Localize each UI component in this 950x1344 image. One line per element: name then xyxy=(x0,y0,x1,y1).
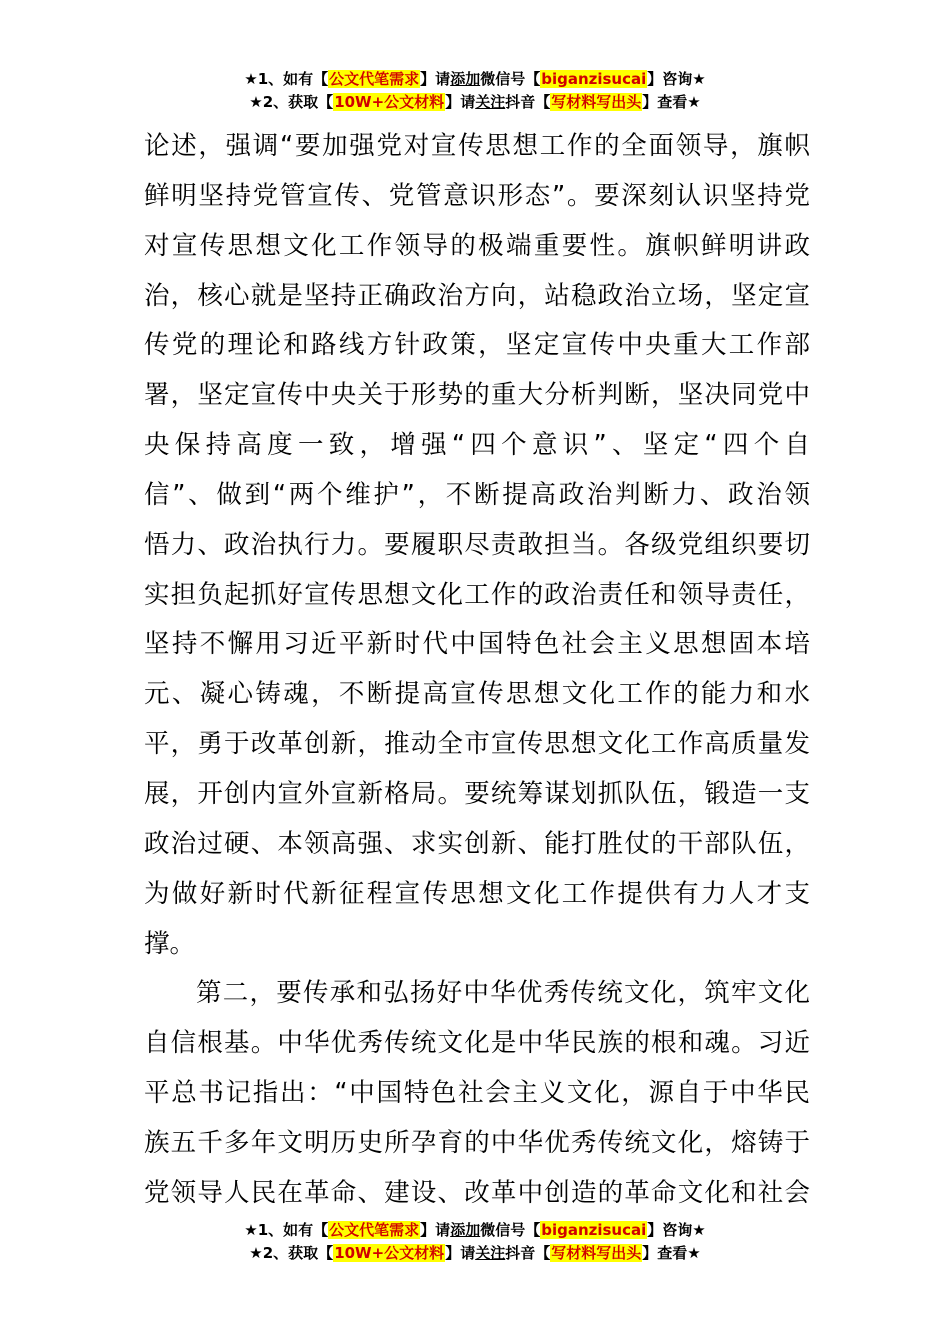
header-line1-underlined: 添加 xyxy=(450,70,481,88)
footer-banner xyxy=(0,1219,950,1265)
footer-line2-highlight-2: 写材料写出头 xyxy=(551,1244,642,1262)
body-line: 治，核心就是坚持正确政治方向，站稳政治立场，坚定宣 xyxy=(144,280,810,311)
header-line1-highlight-1: 公文代笔需求 xyxy=(329,70,420,88)
body-line: 悟力、政治执行力。要履职尽责敢担当。各级党组织要切 xyxy=(144,529,810,560)
footer-line1-highlight-1: 公文代笔需求 xyxy=(329,1221,420,1239)
body-line: 论述，强调“要加强党对宣传思想工作的全面领导，旗帜 xyxy=(144,131,810,161)
footer-line-2 xyxy=(0,1242,950,1265)
footer-line-1 xyxy=(0,1219,950,1242)
body-line: 对宣传思想文化工作领导的极端重要性。旗帜鲜明讲政 xyxy=(144,230,810,261)
body-line: 自信根基。中华优秀传统文化是中华民族的根和魂。习近 xyxy=(144,1028,810,1059)
footer-line2-suffix: 】查看★ xyxy=(642,1244,701,1262)
header-line-2 xyxy=(0,91,950,114)
body-line: 元、凝心铸魂，不断提高宣传思想文化工作的能力和水 xyxy=(144,679,810,710)
header-line1-mid-2: 微信号【 xyxy=(480,70,541,88)
header-line2-underlined: 关注 xyxy=(475,93,506,111)
header-line2-prefix: ★2、获取【 xyxy=(249,93,334,111)
body-line: 平总书记指出：“中国特色社会主义文化，源自于中华民 xyxy=(144,1078,810,1109)
body-line: 实担负起抓好宣传思想文化工作的政治责任和领导责任， xyxy=(144,579,810,610)
footer-line2-underlined: 关注 xyxy=(475,1244,506,1262)
header-line1-suffix: 】咨询★ xyxy=(647,70,706,88)
body-line: 政治过硬、本领高强、求实创新、能打胜仗的干部队伍， xyxy=(144,828,810,859)
header-line2-highlight-2: 写材料写出头 xyxy=(551,93,642,111)
header-line2-mid-2: 抖音【 xyxy=(505,93,551,111)
body-line: 族五千多年文明历史所孕育的中华优秀传统文化，熔铸于 xyxy=(144,1127,810,1158)
header-line2-highlight-1: 10W+公文材料 xyxy=(334,93,445,111)
footer-line1-suffix: 】咨询★ xyxy=(647,1221,706,1239)
footer-line1-underlined: 添加 xyxy=(450,1221,481,1239)
footer-line1-highlight-2: biganzisucai xyxy=(541,1221,647,1239)
document-body xyxy=(144,122,810,1219)
footer-line2-mid-1: 】请 xyxy=(445,1244,476,1262)
footer-line1-mid-1: 】请 xyxy=(420,1221,451,1239)
footer-line2-highlight-1: 10W+公文材料 xyxy=(334,1244,445,1262)
header-line2-suffix: 】查看★ xyxy=(642,93,701,111)
header-line1-mid-1: 】请 xyxy=(420,70,451,88)
header-line1-prefix: ★1、如有【 xyxy=(244,70,329,88)
footer-line1-prefix: ★1、如有【 xyxy=(244,1221,329,1239)
body-line: 央保持高度一致，增强“四个意识”、坚定“四个自 xyxy=(144,430,810,461)
body-line: 信”、做到“两个维护”，不断提高政治判断力、政治领 xyxy=(144,479,810,510)
body-line: 展，开创内宣外宣新格局。要统筹谋划抓队伍，锻造一支 xyxy=(144,778,810,809)
header-banner xyxy=(0,68,950,114)
header-line1-highlight-2: biganzisucai xyxy=(541,70,647,88)
body-line: 传党的理论和路线方针政策，坚定宣传中央重大工作部 xyxy=(144,330,810,361)
footer-line1-mid-2: 微信号【 xyxy=(480,1221,541,1239)
header-line-1 xyxy=(0,68,950,91)
body-line: 鲜明坚持党管宣传、党管意识形态”。要深刻认识坚持党 xyxy=(144,180,810,211)
body-line: 撑。 xyxy=(144,928,196,959)
footer-line2-mid-2: 抖音【 xyxy=(505,1244,551,1262)
body-line-paragraph-start: 第二，要传承和弘扬好中华优秀传统文化，筑牢文化 xyxy=(196,978,810,1009)
body-line: 坚持不懈用习近平新时代中国特色社会主义思想固本培 xyxy=(144,629,810,660)
body-line: 署，坚定宣传中央关于形势的重大分析判断，坚决同党中 xyxy=(144,380,810,411)
body-line: 党领导人民在革命、建设、改革中创造的革命文化和社会 xyxy=(144,1177,810,1208)
header-line2-mid-1: 】请 xyxy=(445,93,476,111)
body-line: 为做好新时代新征程宣传思想文化工作提供有力人才支 xyxy=(144,878,810,909)
footer-line2-prefix: ★2、获取【 xyxy=(249,1244,334,1262)
body-line: 平，勇于改革创新，推动全市宣传思想文化工作高质量发 xyxy=(144,729,810,760)
